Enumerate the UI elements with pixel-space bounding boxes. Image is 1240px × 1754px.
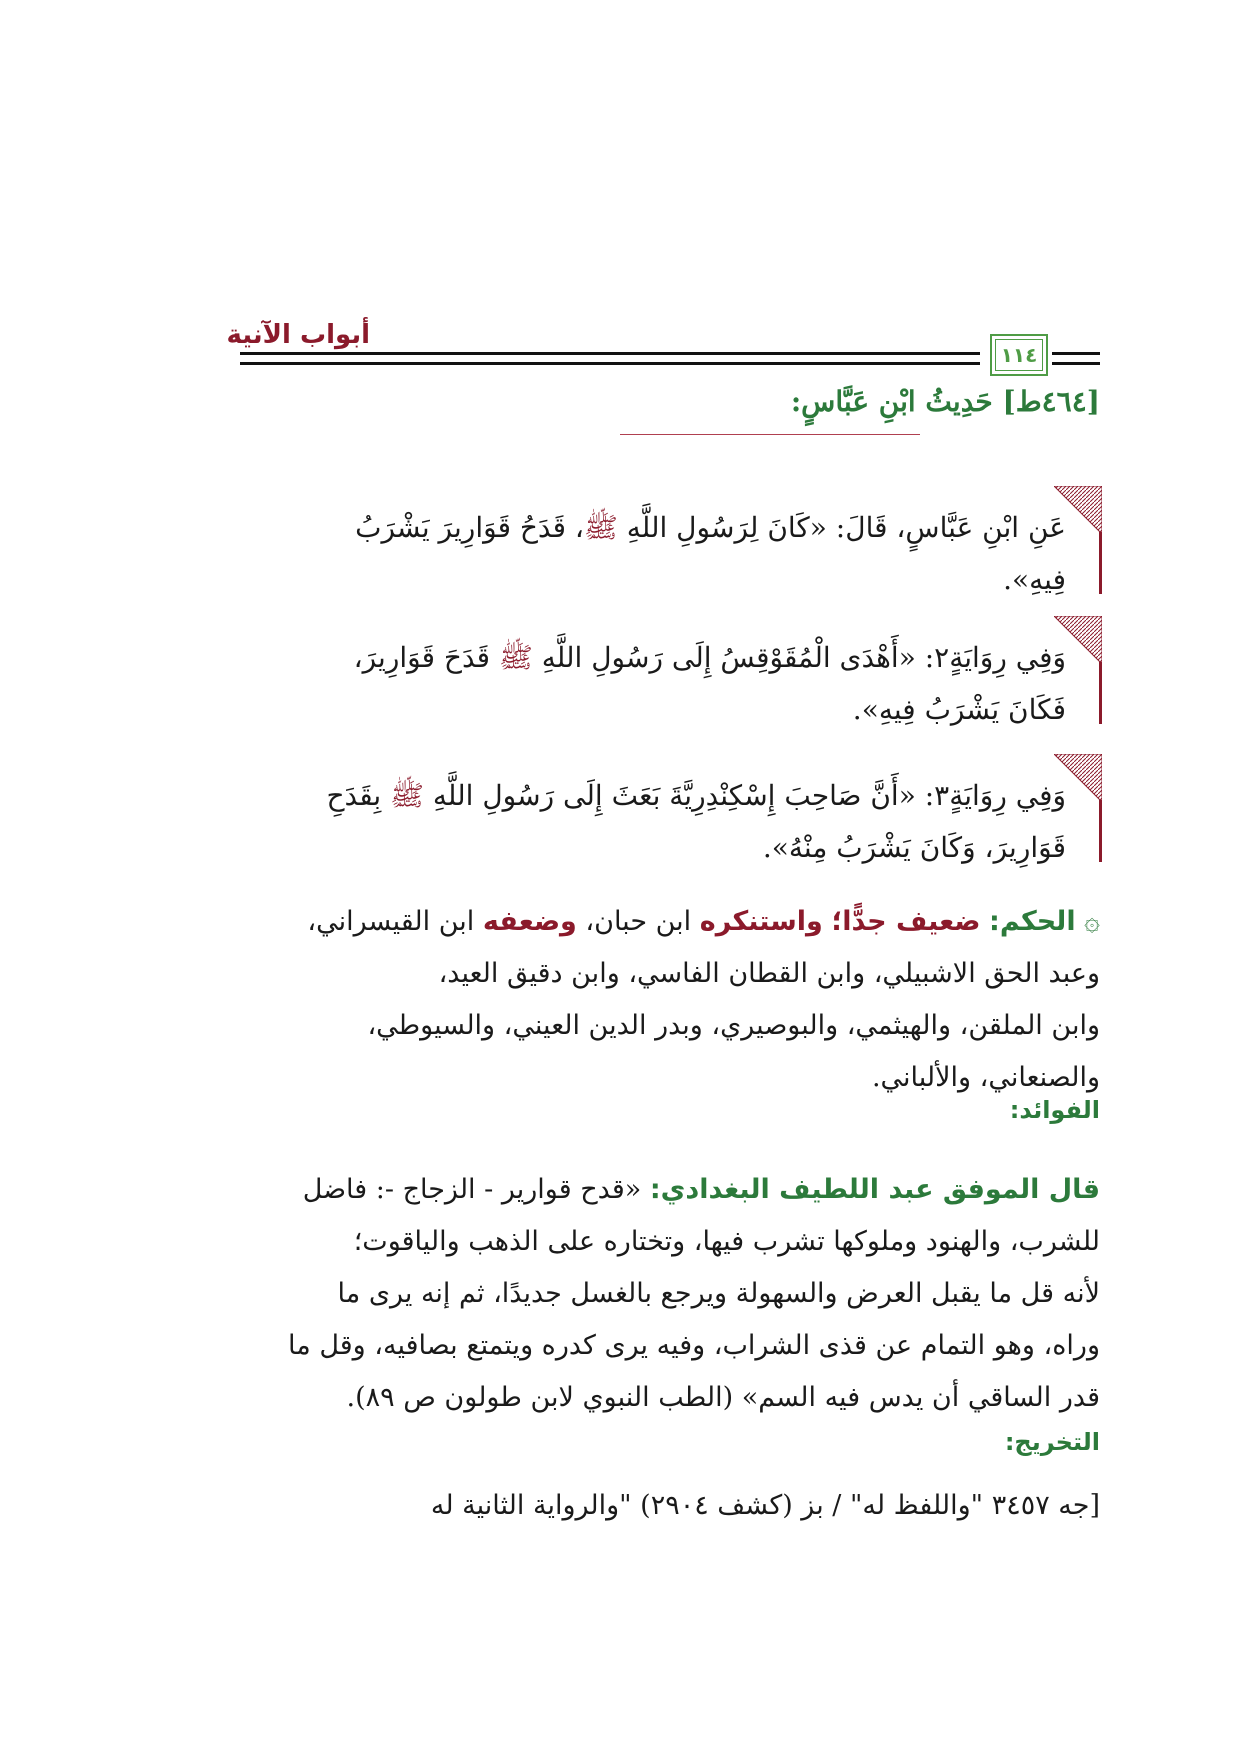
- hadith-text: عَنِ ابْنِ عَبَّاسٍ، قَالَ: «كَانَ لِرَسُولِ اللَّهِ: [626, 511, 1066, 544]
- ruling-grade: ضعيف جدًّا؛: [831, 906, 981, 937]
- block-side-bar: [1099, 532, 1102, 594]
- page-number: ١١٤: [1000, 343, 1038, 367]
- ruling-text: ابن حبان،: [585, 906, 692, 937]
- block-side-bar: [1099, 800, 1102, 862]
- ruling-line: وعبد الحق الاشبيلي، وابن القطان الفاسي، وابن دقيق العيد،: [438, 958, 1100, 989]
- hadith-text: وَفِي رِوَايَةٍ٢: «أَهْدَى الْمُقَوْقِسُ إِلَى رَسُولِ اللَّهِ: [541, 641, 1066, 674]
- salla-glyph: ﷺ: [498, 641, 533, 674]
- header-rule: [1052, 352, 1100, 355]
- ruling-term: وضعفه: [482, 906, 577, 937]
- salla-glyph: ﷺ: [583, 511, 618, 544]
- ruling-line: وابن الملقن، والهيثمي، والبوصيري، وبدر الدين العيني، والسيوطي،: [367, 1010, 1100, 1041]
- hadith-line: فَكَانَ يَشْرَبُ فِيهِ».: [852, 693, 1066, 726]
- chapter-title: أبواب الآنية: [226, 320, 370, 350]
- header-rule: [240, 352, 980, 355]
- benefits-line: للشرب، والهنود وملوكها تشرب فيها، وتختاره على الذهب والياقوت؛: [353, 1226, 1100, 1257]
- benefits-text: «قدح قوارير - الزجاج -: فاضل: [302, 1174, 642, 1205]
- page-number-badge: [990, 334, 1048, 376]
- flower-bullet-icon: ۞: [1084, 906, 1100, 937]
- benefits-line: وراه، وهو التمام عن قذى الشراب، وفيه يرى كدره ويتمتع بصافيه، وقل ما: [288, 1330, 1100, 1361]
- block-side-bar: [1099, 662, 1102, 724]
- corner-ornament-icon: [1054, 616, 1102, 664]
- ruling-line: [200, 896, 1100, 948]
- corner-ornament-icon: [1054, 486, 1102, 534]
- corner-ornament-icon: [1054, 754, 1102, 802]
- header-rule: [1052, 362, 1100, 365]
- takhrij-heading: التخريج:: [1004, 1428, 1100, 1456]
- hadith-line: [202, 770, 1066, 822]
- benefits-line: [200, 1164, 1100, 1216]
- ruling-label: الحكم:: [989, 906, 1076, 937]
- hadith-block: [202, 502, 1102, 606]
- ruling-term: واستنكره: [699, 906, 823, 937]
- benefits-line: لأنه قل ما يقبل العرض والسهولة ويرجع بالغسل جديدًا، ثم إنه يرى ما: [337, 1278, 1100, 1309]
- ruling-paragraph: [200, 896, 1100, 1104]
- benefits-line: قدر الساقي أن يدس فيه السم» (الطب النبوي لابن طولون ص ٨٩).: [346, 1382, 1100, 1413]
- takhrij-line: [جه ٣٤٥٧ "واللفظ له" / بز (كشف ٢٩٠٤) "والرواية الثانية له: [430, 1490, 1100, 1521]
- section-heading: [٤٦٤ط] حَدِيثُ ابْنِ عَبَّاسٍ:: [790, 385, 1100, 418]
- hadith-line: [202, 502, 1066, 554]
- ruling-line: والصنعاني، والألباني.: [871, 1062, 1100, 1093]
- ruling-text: ابن القيسراني،: [307, 906, 475, 937]
- benefits-paragraph: [200, 1164, 1100, 1424]
- hadith-text: بِقَدَحِ: [326, 779, 382, 812]
- hadith-block: [202, 632, 1102, 736]
- header-rule: [240, 362, 980, 365]
- heading-divider: [620, 434, 920, 435]
- hadith-text: قَدَحَ قَوَارِيرَ،: [353, 641, 491, 674]
- hadith-text: وَفِي رِوَايَةٍ٣: «أَنَّ صَاحِبَ إِسْكِنْدِرِيَّةَ بَعَثَ إِلَى رَسُولِ اللَّهِ: [432, 779, 1066, 812]
- quoted-author: قال الموفق عبد اللطيف البغدادي:: [649, 1174, 1100, 1205]
- hadith-block: [202, 770, 1102, 874]
- hadith-line: قَوَارِيرَ، وَكَانَ يَشْرَبُ مِنْهُ».: [762, 831, 1066, 864]
- hadith-line: فِيهِ».: [1003, 563, 1066, 596]
- salla-glyph: ﷺ: [390, 779, 424, 812]
- benefits-heading: الفوائد:: [1009, 1096, 1100, 1124]
- hadith-text: ، قَدَحُ قَوَارِيرَ يَشْرَبُ: [355, 511, 584, 544]
- hadith-line: [202, 632, 1066, 684]
